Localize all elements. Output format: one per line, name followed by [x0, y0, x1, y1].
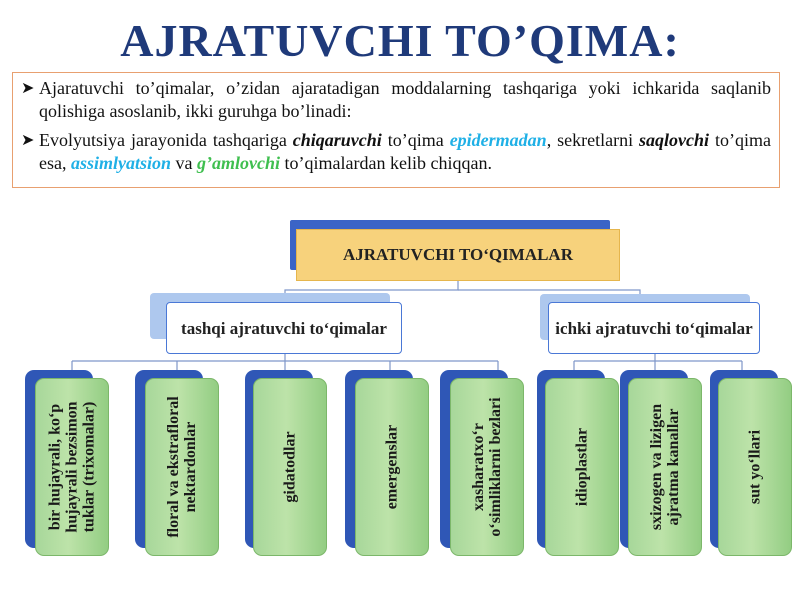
- page-title: AJRATUVCHI TO’QIMA:: [120, 15, 680, 66]
- p2-text: Evolyutsiya jarayonida tashqariga: [39, 130, 293, 150]
- arrow-bullet-icon: ➤: [21, 80, 35, 97]
- p2-text: to’qimalardan kelib chiqqan.: [280, 153, 492, 173]
- internal-node: ichki ajratuvchi to‘qimalar: [548, 302, 760, 354]
- leaf-sut-yollari: [718, 378, 792, 556]
- leaf-label: sxizogen va lizigen ajratma kanallar: [648, 403, 682, 531]
- intro-paragraph-1-text: Ajaratuvchi to’qimalar, o’zidan ajaratadigan moddalarning tashqariga yoki ichkarida saqlanib qolishiga asoslanib, ikki guruhga bo’linadi:: [39, 78, 771, 121]
- root-node: AJRATUVCHI TO‘QIMALAR: [296, 229, 620, 281]
- leaf-nektardonlar: [145, 378, 219, 556]
- leaf-label: bir hujayrali, ko‘p hujayrali bezsimon tuklar (trixomalar): [46, 401, 98, 533]
- term-assimlyatsion: assimlyatsion: [70, 153, 172, 173]
- leaf-emergenslar: [355, 378, 429, 556]
- term-chiqaruvchi: chiqaruvchi: [292, 130, 382, 150]
- p2-text: va: [171, 153, 198, 173]
- p2-text: to’qima: [381, 130, 450, 150]
- leaf-label: sut yo‘llari: [746, 429, 764, 505]
- p2-text: to’qima esa,: [39, 130, 771, 173]
- term-gamlovchi: g’amlovchi: [197, 153, 281, 173]
- term-saqlovchi: saqlovchi: [639, 130, 710, 150]
- leaf-label: emergenslar: [383, 424, 401, 510]
- connector-internal-drops: [574, 361, 742, 370]
- leaf-label: xasharatxo‘r o‘simliklarni bezlari: [470, 397, 504, 537]
- leaf-trixomalar: [35, 378, 109, 556]
- leaf-label: floral va ekstrafloral nektardonlar: [165, 396, 199, 538]
- leaf-idioplastlar: [545, 378, 619, 556]
- term-epidermadan: epidermadan: [449, 130, 547, 150]
- external-node: tashqi ajratuvchi to‘qimalar: [166, 302, 402, 354]
- leaf-ajratma-kanallar: [628, 378, 702, 556]
- p2-text: , sekretlarni: [546, 130, 640, 150]
- leaf-label: idioplastlar: [573, 427, 591, 507]
- arrow-bullet-icon: ➤: [21, 132, 35, 149]
- leaf-label: gidatodlar: [281, 431, 299, 503]
- leaf-gidatodlar: [253, 378, 327, 556]
- connector-external-drops: [72, 361, 498, 370]
- leaf-bezlari: [450, 378, 524, 556]
